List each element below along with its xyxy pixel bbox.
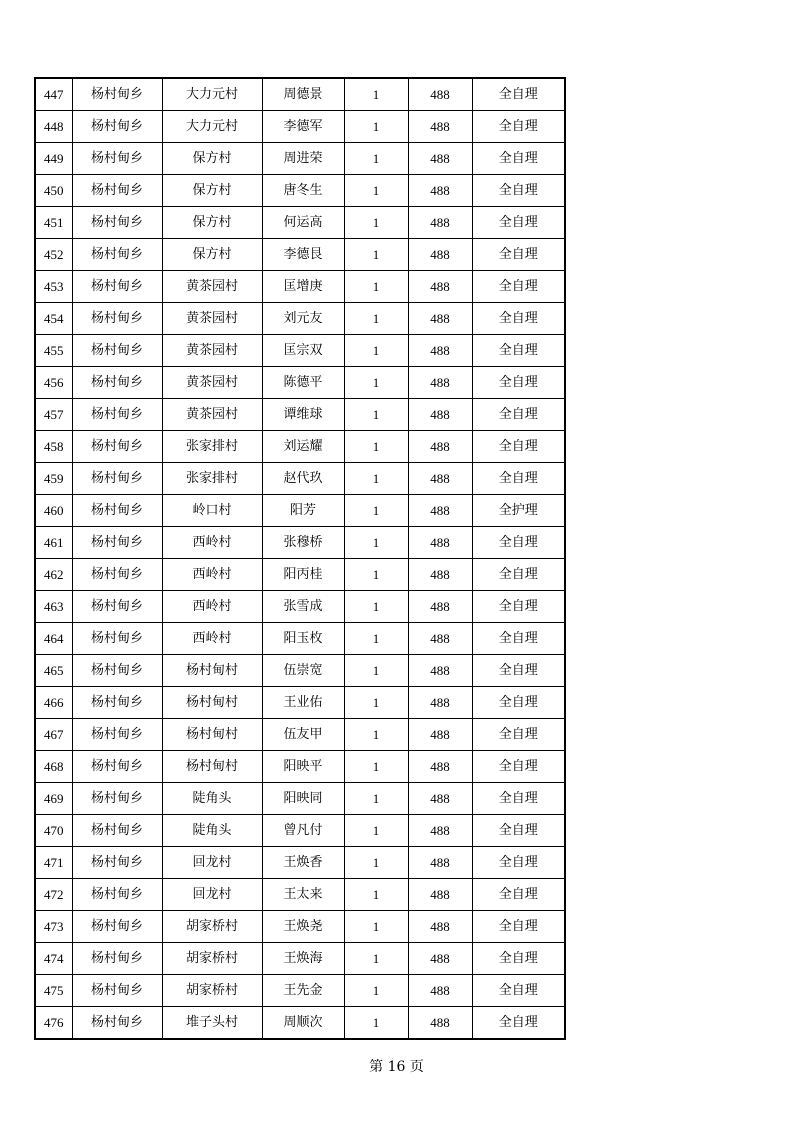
table-row	[35, 239, 565, 271]
care-type-cell: 全自理	[472, 335, 565, 367]
care-type-cell: 全自理	[472, 591, 565, 623]
township-cell: 杨村甸乡	[72, 815, 162, 847]
care-type-cell: 全自理	[472, 399, 565, 431]
count-cell: 1	[344, 943, 408, 975]
village-cell: 岭口村	[162, 495, 262, 527]
township-cell: 杨村甸乡	[72, 911, 162, 943]
table-row	[35, 1007, 565, 1040]
seq-cell: 472	[35, 879, 72, 911]
village-cell: 张家排村	[162, 463, 262, 495]
table-row	[35, 783, 565, 815]
name-cell: 唐冬生	[262, 175, 344, 207]
amount-cell: 488	[408, 399, 472, 431]
seq-cell: 465	[35, 655, 72, 687]
seq-cell: 448	[35, 111, 72, 143]
township-cell: 杨村甸乡	[72, 271, 162, 303]
village-cell: 杨村甸村	[162, 687, 262, 719]
name-cell: 王先金	[262, 975, 344, 1007]
table-row	[35, 527, 565, 559]
care-type-cell: 全自理	[472, 111, 565, 143]
village-cell: 黄茶园村	[162, 335, 262, 367]
seq-cell: 460	[35, 495, 72, 527]
care-type-cell: 全自理	[472, 207, 565, 239]
amount-cell: 488	[408, 559, 472, 591]
table-row	[35, 591, 565, 623]
village-cell: 陡角头	[162, 815, 262, 847]
amount-cell: 488	[408, 111, 472, 143]
township-cell: 杨村甸乡	[72, 591, 162, 623]
care-type-cell: 全自理	[472, 367, 565, 399]
amount-cell: 488	[408, 687, 472, 719]
village-cell: 黄茶园村	[162, 303, 262, 335]
care-type-cell: 全自理	[472, 975, 565, 1007]
care-type-cell: 全护理	[472, 495, 565, 527]
name-cell: 阳映同	[262, 783, 344, 815]
count-cell: 1	[344, 783, 408, 815]
name-cell: 王焕尧	[262, 911, 344, 943]
table-row	[35, 78, 565, 111]
village-cell: 保方村	[162, 239, 262, 271]
township-cell: 杨村甸乡	[72, 751, 162, 783]
care-type-cell: 全自理	[472, 783, 565, 815]
table-row	[35, 815, 565, 847]
count-cell: 1	[344, 463, 408, 495]
name-cell: 匡增庚	[262, 271, 344, 303]
name-cell: 阳玉枚	[262, 623, 344, 655]
amount-cell: 488	[408, 879, 472, 911]
count-cell: 1	[344, 975, 408, 1007]
village-cell: 保方村	[162, 175, 262, 207]
table-row	[35, 943, 565, 975]
village-cell: 西岭村	[162, 623, 262, 655]
table-row	[35, 687, 565, 719]
name-cell: 阳映平	[262, 751, 344, 783]
seq-cell: 457	[35, 399, 72, 431]
village-cell: 西岭村	[162, 527, 262, 559]
count-cell: 1	[344, 335, 408, 367]
seq-cell: 476	[35, 1007, 72, 1040]
township-cell: 杨村甸乡	[72, 463, 162, 495]
township-cell: 杨村甸乡	[72, 399, 162, 431]
name-cell: 周德景	[262, 78, 344, 111]
seq-cell: 451	[35, 207, 72, 239]
care-type-cell: 全自理	[472, 175, 565, 207]
care-type-cell: 全自理	[472, 751, 565, 783]
seq-cell: 466	[35, 687, 72, 719]
care-type-cell: 全自理	[472, 815, 565, 847]
count-cell: 1	[344, 111, 408, 143]
table-row	[35, 911, 565, 943]
amount-cell: 488	[408, 655, 472, 687]
amount-cell: 488	[408, 783, 472, 815]
seq-cell: 455	[35, 335, 72, 367]
amount-cell: 488	[408, 719, 472, 751]
amount-cell: 488	[408, 335, 472, 367]
name-cell: 赵代玖	[262, 463, 344, 495]
amount-cell: 488	[408, 623, 472, 655]
name-cell: 王业佑	[262, 687, 344, 719]
table-row	[35, 495, 565, 527]
seq-cell: 453	[35, 271, 72, 303]
name-cell: 伍崇宽	[262, 655, 344, 687]
count-cell: 1	[344, 559, 408, 591]
care-type-cell: 全自理	[472, 943, 565, 975]
amount-cell: 488	[408, 1007, 472, 1040]
care-type-cell: 全自理	[472, 78, 565, 111]
township-cell: 杨村甸乡	[72, 175, 162, 207]
count-cell: 1	[344, 879, 408, 911]
care-type-cell: 全自理	[472, 527, 565, 559]
care-type-cell: 全自理	[472, 879, 565, 911]
care-type-cell: 全自理	[472, 911, 565, 943]
name-cell: 王焕香	[262, 847, 344, 879]
township-cell: 杨村甸乡	[72, 719, 162, 751]
seq-cell: 464	[35, 623, 72, 655]
village-cell: 西岭村	[162, 591, 262, 623]
name-cell: 张穆桥	[262, 527, 344, 559]
name-cell: 谭维球	[262, 399, 344, 431]
amount-cell: 488	[408, 239, 472, 271]
table-row	[35, 655, 565, 687]
seq-cell: 471	[35, 847, 72, 879]
count-cell: 1	[344, 719, 408, 751]
count-cell: 1	[344, 495, 408, 527]
table-row	[35, 335, 565, 367]
count-cell: 1	[344, 207, 408, 239]
count-cell: 1	[344, 847, 408, 879]
amount-cell: 488	[408, 367, 472, 399]
seq-cell: 463	[35, 591, 72, 623]
township-cell: 杨村甸乡	[72, 303, 162, 335]
table-row	[35, 111, 565, 143]
township-cell: 杨村甸乡	[72, 431, 162, 463]
roster-body	[35, 78, 565, 1039]
care-type-cell: 全自理	[472, 239, 565, 271]
count-cell: 1	[344, 655, 408, 687]
village-cell: 大力元村	[162, 78, 262, 111]
village-cell: 胡家桥村	[162, 975, 262, 1007]
care-type-cell: 全自理	[472, 303, 565, 335]
name-cell: 张雪成	[262, 591, 344, 623]
care-type-cell: 全自理	[472, 847, 565, 879]
table-row	[35, 751, 565, 783]
seq-cell: 452	[35, 239, 72, 271]
name-cell: 刘运耀	[262, 431, 344, 463]
township-cell: 杨村甸乡	[72, 367, 162, 399]
care-type-cell: 全自理	[472, 463, 565, 495]
care-type-cell: 全自理	[472, 623, 565, 655]
amount-cell: 488	[408, 975, 472, 1007]
count-cell: 1	[344, 143, 408, 175]
table-row	[35, 143, 565, 175]
name-cell: 阳芳	[262, 495, 344, 527]
seq-cell: 467	[35, 719, 72, 751]
name-cell: 周进荣	[262, 143, 344, 175]
count-cell: 1	[344, 431, 408, 463]
township-cell: 杨村甸乡	[72, 239, 162, 271]
seq-cell: 449	[35, 143, 72, 175]
village-cell: 杨村甸村	[162, 655, 262, 687]
seq-cell: 456	[35, 367, 72, 399]
amount-cell: 488	[408, 143, 472, 175]
township-cell: 杨村甸乡	[72, 687, 162, 719]
seq-cell: 454	[35, 303, 72, 335]
amount-cell: 488	[408, 815, 472, 847]
table-row	[35, 399, 565, 431]
amount-cell: 488	[408, 847, 472, 879]
township-cell: 杨村甸乡	[72, 495, 162, 527]
table-row	[35, 719, 565, 751]
count-cell: 1	[344, 367, 408, 399]
township-cell: 杨村甸乡	[72, 975, 162, 1007]
seq-cell: 470	[35, 815, 72, 847]
amount-cell: 488	[408, 495, 472, 527]
village-cell: 西岭村	[162, 559, 262, 591]
count-cell: 1	[344, 239, 408, 271]
village-cell: 黄茶园村	[162, 271, 262, 303]
amount-cell: 488	[408, 431, 472, 463]
table-row	[35, 463, 565, 495]
village-cell: 杨村甸村	[162, 719, 262, 751]
amount-cell: 488	[408, 463, 472, 495]
care-type-cell: 全自理	[472, 687, 565, 719]
village-cell: 胡家桥村	[162, 911, 262, 943]
township-cell: 杨村甸乡	[72, 655, 162, 687]
township-cell: 杨村甸乡	[72, 78, 162, 111]
name-cell: 伍友甲	[262, 719, 344, 751]
table-row	[35, 559, 565, 591]
seq-cell: 458	[35, 431, 72, 463]
count-cell: 1	[344, 687, 408, 719]
township-cell: 杨村甸乡	[72, 111, 162, 143]
village-cell: 张家排村	[162, 431, 262, 463]
count-cell: 1	[344, 271, 408, 303]
seq-cell: 447	[35, 78, 72, 111]
table-row	[35, 975, 565, 1007]
amount-cell: 488	[408, 527, 472, 559]
township-cell: 杨村甸乡	[72, 1007, 162, 1040]
seq-cell: 462	[35, 559, 72, 591]
village-cell: 保方村	[162, 143, 262, 175]
name-cell: 何运高	[262, 207, 344, 239]
amount-cell: 488	[408, 271, 472, 303]
amount-cell: 488	[408, 78, 472, 111]
village-cell: 黄茶园村	[162, 367, 262, 399]
name-cell: 王太来	[262, 879, 344, 911]
village-cell: 堆子头村	[162, 1007, 262, 1040]
amount-cell: 488	[408, 591, 472, 623]
township-cell: 杨村甸乡	[72, 943, 162, 975]
table-row	[35, 303, 565, 335]
table-row	[35, 207, 565, 239]
count-cell: 1	[344, 815, 408, 847]
name-cell: 李德艮	[262, 239, 344, 271]
seq-cell: 461	[35, 527, 72, 559]
amount-cell: 488	[408, 943, 472, 975]
count-cell: 1	[344, 527, 408, 559]
table-row	[35, 847, 565, 879]
seq-cell: 459	[35, 463, 72, 495]
count-cell: 1	[344, 175, 408, 207]
seq-cell: 450	[35, 175, 72, 207]
township-cell: 杨村甸乡	[72, 879, 162, 911]
village-cell: 陡角头	[162, 783, 262, 815]
name-cell: 阳丙桂	[262, 559, 344, 591]
care-type-cell: 全自理	[472, 1007, 565, 1040]
seq-cell: 473	[35, 911, 72, 943]
care-type-cell: 全自理	[472, 271, 565, 303]
name-cell: 周顺次	[262, 1007, 344, 1040]
township-cell: 杨村甸乡	[72, 847, 162, 879]
amount-cell: 488	[408, 303, 472, 335]
seq-cell: 475	[35, 975, 72, 1007]
count-cell: 1	[344, 623, 408, 655]
village-cell: 回龙村	[162, 879, 262, 911]
village-cell: 胡家桥村	[162, 943, 262, 975]
table-row	[35, 367, 565, 399]
seq-cell: 469	[35, 783, 72, 815]
township-cell: 杨村甸乡	[72, 623, 162, 655]
count-cell: 1	[344, 78, 408, 111]
table-row	[35, 175, 565, 207]
village-cell: 回龙村	[162, 847, 262, 879]
township-cell: 杨村甸乡	[72, 207, 162, 239]
table-row	[35, 431, 565, 463]
care-type-cell: 全自理	[472, 143, 565, 175]
table-row	[35, 623, 565, 655]
name-cell: 李德军	[262, 111, 344, 143]
amount-cell: 488	[408, 175, 472, 207]
name-cell: 匡宗双	[262, 335, 344, 367]
count-cell: 1	[344, 1007, 408, 1040]
roster-table	[34, 77, 566, 1040]
table-row	[35, 879, 565, 911]
name-cell: 王焕海	[262, 943, 344, 975]
page-number: 第 16 页	[369, 1059, 424, 1075]
care-type-cell: 全自理	[472, 655, 565, 687]
count-cell: 1	[344, 751, 408, 783]
village-cell: 黄茶园村	[162, 399, 262, 431]
township-cell: 杨村甸乡	[72, 143, 162, 175]
care-type-cell: 全自理	[472, 559, 565, 591]
village-cell: 大力元村	[162, 111, 262, 143]
township-cell: 杨村甸乡	[72, 335, 162, 367]
care-type-cell: 全自理	[472, 431, 565, 463]
amount-cell: 488	[408, 751, 472, 783]
table-row	[35, 271, 565, 303]
township-cell: 杨村甸乡	[72, 527, 162, 559]
count-cell: 1	[344, 303, 408, 335]
village-cell: 杨村甸村	[162, 751, 262, 783]
name-cell: 陈德平	[262, 367, 344, 399]
count-cell: 1	[344, 399, 408, 431]
seq-cell: 474	[35, 943, 72, 975]
seq-cell: 468	[35, 751, 72, 783]
township-cell: 杨村甸乡	[72, 559, 162, 591]
name-cell: 曾凡付	[262, 815, 344, 847]
township-cell: 杨村甸乡	[72, 783, 162, 815]
amount-cell: 488	[408, 207, 472, 239]
count-cell: 1	[344, 591, 408, 623]
village-cell: 保方村	[162, 207, 262, 239]
count-cell: 1	[344, 911, 408, 943]
amount-cell: 488	[408, 911, 472, 943]
name-cell: 刘元友	[262, 303, 344, 335]
care-type-cell: 全自理	[472, 719, 565, 751]
